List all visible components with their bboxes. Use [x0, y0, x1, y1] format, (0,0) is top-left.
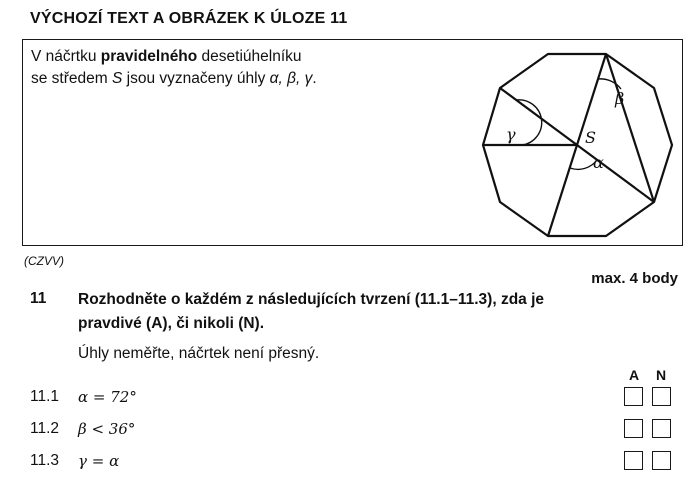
statement-number: 11.1: [30, 388, 60, 405]
intro-emphasis: pravidelného: [100, 48, 198, 65]
statement-row: [30, 420, 690, 442]
radius-alpha-right: [577, 145, 654, 202]
intro-line1-a: V náčrtku: [31, 48, 101, 65]
center-label: S: [585, 128, 596, 147]
diameter-lower-left: [500, 145, 577, 202]
chord-beta-right: [606, 54, 654, 202]
intro-text: [31, 46, 361, 90]
statement-row: [30, 388, 690, 410]
intro-frame: [22, 39, 683, 246]
statement-text: α = 72°: [78, 388, 137, 406]
answer-a-checkbox[interactable]: [624, 451, 643, 470]
decagon-figure: [478, 48, 678, 244]
source-label: (CZVV): [24, 254, 64, 268]
section-heading: VÝCHOZÍ TEXT A OBRÁZEK K ÚLOZE 11: [30, 10, 348, 27]
statement-number: 11.2: [30, 420, 60, 437]
column-header-a: A: [629, 367, 640, 383]
gamma-arc: [516, 100, 542, 145]
gamma-label: γ: [506, 125, 516, 144]
intro-line2-e: .: [312, 70, 317, 87]
answer-n-checkbox[interactable]: [652, 419, 671, 438]
statement-number: 11.3: [30, 452, 60, 469]
intro-line1-c: desetiúhelníku: [197, 48, 302, 65]
statement-text: β < 36°: [78, 420, 136, 438]
alpha-label: α: [593, 153, 604, 172]
statement-row: [30, 452, 690, 474]
question-note: Úhly neměřte, náčrtek není přesný.: [78, 345, 320, 362]
answer-n-checkbox[interactable]: [652, 451, 671, 470]
statement-text: γ = α: [78, 452, 120, 470]
answer-a-checkbox[interactable]: [624, 419, 643, 438]
column-header-n: N: [656, 367, 667, 383]
beta-label: β: [615, 89, 625, 108]
answer-a-checkbox[interactable]: [624, 387, 643, 406]
intro-center-name: S: [111, 70, 123, 87]
question-number: 11: [30, 290, 47, 307]
max-points: max. 4 body: [591, 270, 678, 287]
answer-n-checkbox[interactable]: [652, 387, 671, 406]
intro-angles: α, β, γ: [269, 70, 313, 87]
intro-line2-a: se středem: [31, 70, 112, 87]
question-text: Rozhodněte o každém z následujících tvrzení (11.1–11.3), zda je pravdivé (A), či nikoli (N).: [78, 291, 545, 332]
intro-line2-c: jsou vyznačeny úhly: [122, 70, 270, 87]
